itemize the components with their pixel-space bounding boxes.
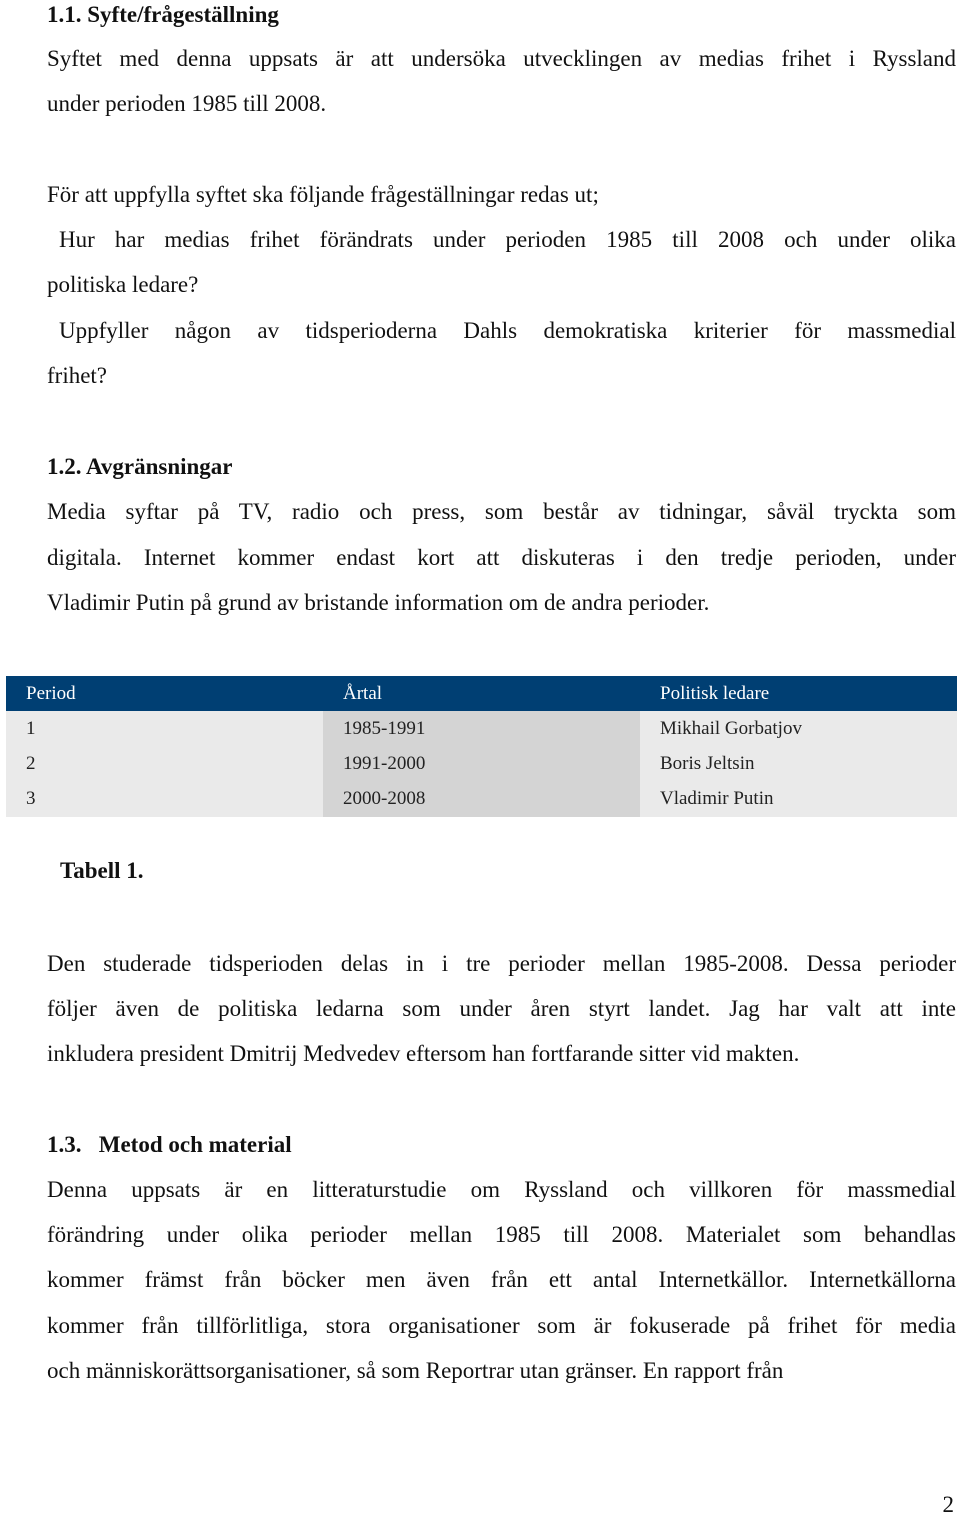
table-cell: 2 [6,746,323,781]
paragraph-line: Vladimir Putin på grund av bristande information om de andra perioder. [47,590,710,615]
paragraph-line: Media syftar på TV, radio och press, som består av tidningar, såväl tryckta som [47,499,956,524]
table-cell: 3 [6,781,323,817]
table-cell: 1985-1991 [323,711,640,746]
table-row [6,711,957,746]
table-cell: Boris Jeltsin [640,746,957,781]
table-cell: 2000-2008 [323,781,640,817]
question-line: politiska ledare? [47,272,199,297]
periods-table [6,676,957,817]
table-cell: Mikhail Gorbatjov [640,711,957,746]
table-caption: Tabell 1. [60,858,144,883]
paragraph-line: förändring under olika perioder mellan 1985 till 2008. Materialet som behandlas [47,1222,956,1247]
table-row [6,781,957,817]
table-cell: 1991-2000 [323,746,640,781]
paragraph-line: kommer från tillförlitliga, stora organisationer som är fokuserade på frihet för media [47,1313,956,1338]
column-header-year: Årtal [323,676,640,711]
paragraph-line: För att uppfylla syftet ska följande frågeställningar redas ut; [47,182,599,207]
question-line: Hur har medias frihet förändrats under perioden 1985 till 2008 och under olika [59,227,956,252]
paragraph-line: digitala. Internet kommer endast kort att diskuteras i den tredje perioden, under [47,545,956,570]
column-header-period: Period [6,676,323,711]
paragraph-line: under perioden 1985 till 2008. [47,91,327,116]
table-cell: 1 [6,711,323,746]
table-row [6,746,957,781]
table-header-row [6,676,957,711]
paragraph-line: och människorättsorganisationer, så som Reportrar utan gränser. En rapport från [47,1358,784,1383]
paragraph-line: inkludera president Dmitrij Medvedev eftersom han fortfarande sitter vid makten. [47,1041,800,1066]
table-cell: Vladimir Putin [640,781,957,817]
paragraph-line: följer även de politiska ledarna som under åren styrt landet. Jag har valt att inte [47,996,956,1021]
page-number: 2 [942,1492,954,1517]
section-heading-1-3: 1.3. Metod och material [47,1132,292,1157]
question-line: frihet? [47,363,108,388]
section-heading-1-1: 1.1. Syfte/frågeställning [47,2,279,27]
question-line: Uppfyller någon av tidsperioderna Dahls demokratiska kriterier för massmedial [59,318,956,343]
paragraph-line: Denna uppsats är en litteraturstudie om Ryssland och villkoren för massmedial [47,1177,956,1202]
section-heading-1-2: 1.2. Avgränsningar [47,454,233,479]
column-header-leader: Politisk ledare [640,676,957,711]
paragraph-line: Den studerade tidsperioden delas in i tre perioder mellan 1985-2008. Dessa perioder [47,951,956,976]
paragraph-line: Syftet med denna uppsats är att undersöka utvecklingen av medias frihet i Ryssland [47,46,956,71]
paragraph-line: kommer främst från böcker men även från ett antal Internetkällor. Internetkällorna [47,1267,956,1292]
